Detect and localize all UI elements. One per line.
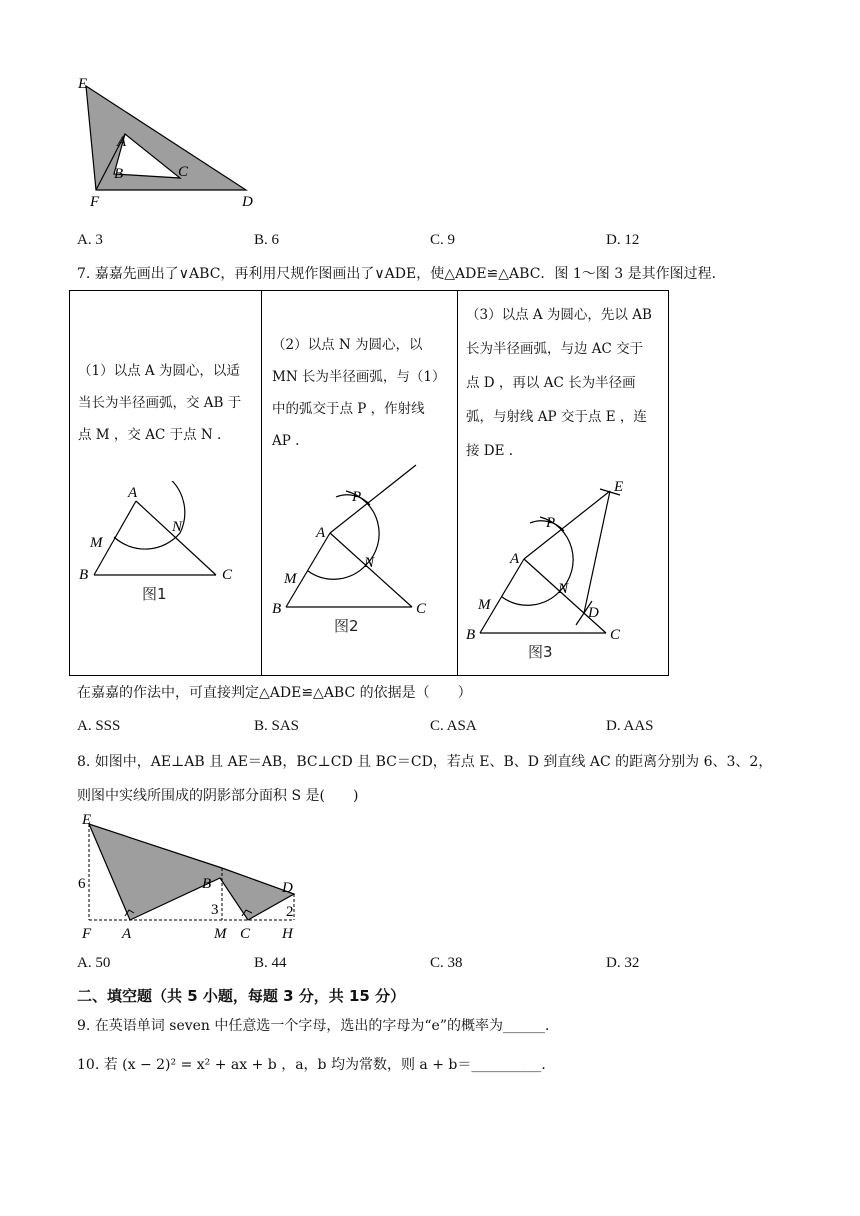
q7-step1-cell [70,291,262,675]
q8-label-b: B [202,876,212,892]
fig2-label-p: P [352,489,362,505]
fig3-caption: 图3 [528,643,553,661]
q8-label-h: H [282,926,293,942]
q7-step1-line3: 点 M ，交 AC 于点 N . [78,427,222,443]
q7-option-d[interactable]: D. AAS [606,718,654,734]
q8-label-2: 2 [286,904,294,920]
q8-option-c[interactable]: C. 38 [430,955,463,971]
q8-figure [74,812,314,944]
fig1-label-c: C [222,567,233,583]
fig3-label-p: P [546,515,556,531]
q7-construction-table [69,290,669,676]
q8-option-d[interactable]: D. 32 [606,955,640,971]
fig1-label-a: A [128,485,138,501]
q7-figure3 [460,477,666,673]
q7-step2-line4: AP . [272,433,300,449]
q7-step3-line1: （3）以点 A 为圆心，先以 AB [466,307,652,323]
q6-option-d[interactable]: D. 12 [606,232,640,248]
q8-stem-line1: 8. 如图中，AE⊥AB 且 AE＝AB，BC⊥CD 且 BC＝CD，若点 E、B、D 到直线 AC 的距离分别为 6、3、2， [77,754,773,770]
q7-step3-line3: 点 D ，再以 AC 长为半径画 [466,375,636,391]
q8-label-e: E [82,812,92,828]
q6-label-e: E [78,76,88,92]
q7-step2-line2: MN 长为半径画弧，与（1） [272,369,446,385]
q6-option-c[interactable]: C. 9 [430,232,456,248]
fig2-label-m: M [284,571,297,587]
q7-figure2 [266,461,456,641]
q7-step1-line2: 当长为半径画弧，交 AB 于 [78,395,242,411]
fig1-label-n: N [172,519,183,535]
q7-step3-line5: 接 DE . [466,443,514,459]
q7-option-c[interactable]: C. ASA [430,718,477,734]
q7-option-a[interactable]: A. SSS [77,718,121,734]
fig1-label-b: B [79,567,89,583]
q8-label-a: A [122,926,132,942]
q8-label-6: 6 [78,876,86,892]
q8-option-a[interactable]: A. 50 [77,955,111,971]
q7-step2-cell [262,291,458,675]
fig3-label-d: D [588,605,599,621]
q7-step3-cell [458,291,668,675]
q7-question: 在嘉嘉的作法中，可直接判定△ADE≌△ABC 的依据是（ ） [77,685,472,701]
fig3-label-e: E [614,479,624,495]
q6-label-a: A [117,134,127,150]
fig3-label-m: M [478,597,491,613]
q6-label-b: B [114,166,124,182]
q10-text: 10. 若 (x − 2)² = x² + ax + b ，a，b 均为常数，则 a + b＝__________． [77,1057,556,1073]
fig2-label-b: B [272,601,282,617]
fig3-label-b: B [466,627,476,643]
q6-option-a[interactable]: A. 3 [77,232,103,248]
q6-label-c: C [178,164,189,180]
q8-label-f: F [82,926,92,942]
q7-option-b[interactable]: B. SAS [254,718,300,734]
q7-step2-line1: （2）以点 N 为圆心，以 [272,337,423,353]
q7-step3-line4: 弧，与射线 AP 交于点 E ，连 [466,409,647,425]
q7-step2-line3: 中的弧交于点 P ，作射线 [272,401,425,417]
q8-label-c: C [240,926,251,942]
section-fill-in-title: 二、填空题（共 5 小题，每题 3 分，共 15 分） [77,987,406,1005]
q6-option-b[interactable]: B. 6 [254,232,280,248]
fig3-label-n: N [558,581,569,597]
q8-label-3: 3 [211,902,219,918]
q7-step1-line1: （1）以点 A 为圆心，以适 [78,363,240,379]
q8-label-d: D [282,880,293,896]
fig1-caption: 图1 [142,585,167,603]
fig2-caption: 图2 [334,617,359,635]
fig3-label-a: A [510,551,520,567]
q7-step3-line2: 长为半径画弧，与边 AC 交于 [466,341,644,357]
fig1-label-m: M [90,535,103,551]
fig2-label-n: N [364,555,375,571]
q6-figure [70,74,270,214]
q8-option-b[interactable]: B. 44 [254,955,287,971]
q9-text: 9. 在英语单词 seven 中任意选一个字母，选出的字母为“e”的概率为______． [77,1018,559,1034]
q6-label-d: D [242,194,253,210]
fig2-label-c: C [416,601,427,617]
q8-stem-line2: 则图中实线所围成的阴影部分面积 S 是( ) [77,788,359,804]
fig2-label-a: A [316,525,326,541]
q6-label-f: F [90,194,100,210]
q7-stem: 7. 嘉嘉先画出了∨ABC，再利用尺规作图画出了∨ADE，使△ADE≌△ABC．图 1～图 3 是其作图过程． [77,266,726,282]
q8-label-m: M [214,926,227,942]
fig3-label-c: C [610,627,621,643]
q7-figure1 [76,481,256,606]
